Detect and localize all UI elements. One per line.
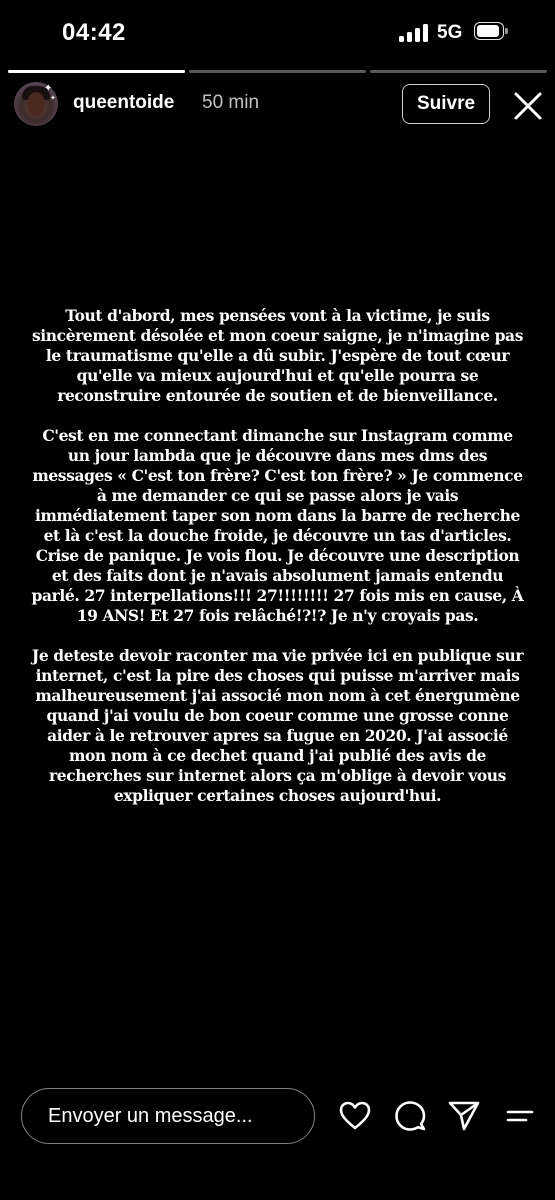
story-username[interactable]: queentoide (73, 92, 175, 113)
cellular-signal-icon (399, 24, 429, 42)
status-bar (0, 0, 555, 62)
story-progress-segment (189, 70, 366, 73)
network-type: 5G (437, 22, 463, 43)
message-input[interactable] (21, 1088, 315, 1144)
battery-icon (474, 22, 510, 42)
story-progress-bar (8, 70, 547, 73)
avatar[interactable]: ✦ ✦ (14, 82, 58, 126)
close-icon[interactable] (510, 88, 546, 124)
story-paragraph: C'est en me connectant dimanche sur Instagram comme un jour lambda que je découvre dans mes dms des messages « C'est ton frère? C'est ton frère? » Je commence à me demander ce qui se passe alors je vais immédiatement taper son nom dans la barre de recherche et là c'est la douche froide, je découvre un tas d'articles. Crise de panique. Je vois flou. Je découvre une description et des faits dont je n'avais absolument jamais entendu parlé. 27 interpellations!!! 27!!!!!!!! 27 fois mis en cause, À 19 ANS! Et 27 fois relâché!?!? Je n'y croyais pas. (31, 426, 524, 625)
story-timestamp: 50 min (202, 92, 260, 113)
send-icon[interactable] (446, 1098, 482, 1134)
story-progress-segment (370, 70, 547, 73)
menu-icon[interactable] (502, 1098, 538, 1134)
chat-bubble-icon[interactable] (392, 1098, 428, 1134)
story-text-block (30, 306, 525, 826)
follow-button[interactable]: Suivre (402, 84, 490, 124)
story-paragraph: Je deteste devoir raconter ma vie privée ici en publique sur internet, c'est la pire des choses qui puisse m'arriver mais malheureusement j'ai associé mon nom à cet énergumène quand j'ai voulu de bon coeur comme une grosse conne aider à le retrouver apres sa fugue en 2020. J'ai associé mon nom à ce dechet quand j'ai publié des avis de recherches sur internet alors ça m'oblige à devoir vous expliquer certaines choses aujourd'hui. (31, 646, 524, 805)
story-view[interactable] (0, 62, 555, 1046)
reply-bar (0, 1046, 555, 1200)
story-progress-segment (8, 70, 185, 73)
status-time: 04:42 (62, 19, 126, 46)
story-paragraph: Tout d'abord, mes pensées vont à la victime, je suis sincèrement désolée et mon coeur saigne, je n'imagine pas le traumatisme qu'elle a dû subir. J'espère de tout cœur qu'elle va mieux aujourd'hui et qu'elle pourra se reconstruire entourée de soutien et de bienveillance. (31, 306, 524, 405)
heart-icon[interactable] (337, 1098, 373, 1134)
